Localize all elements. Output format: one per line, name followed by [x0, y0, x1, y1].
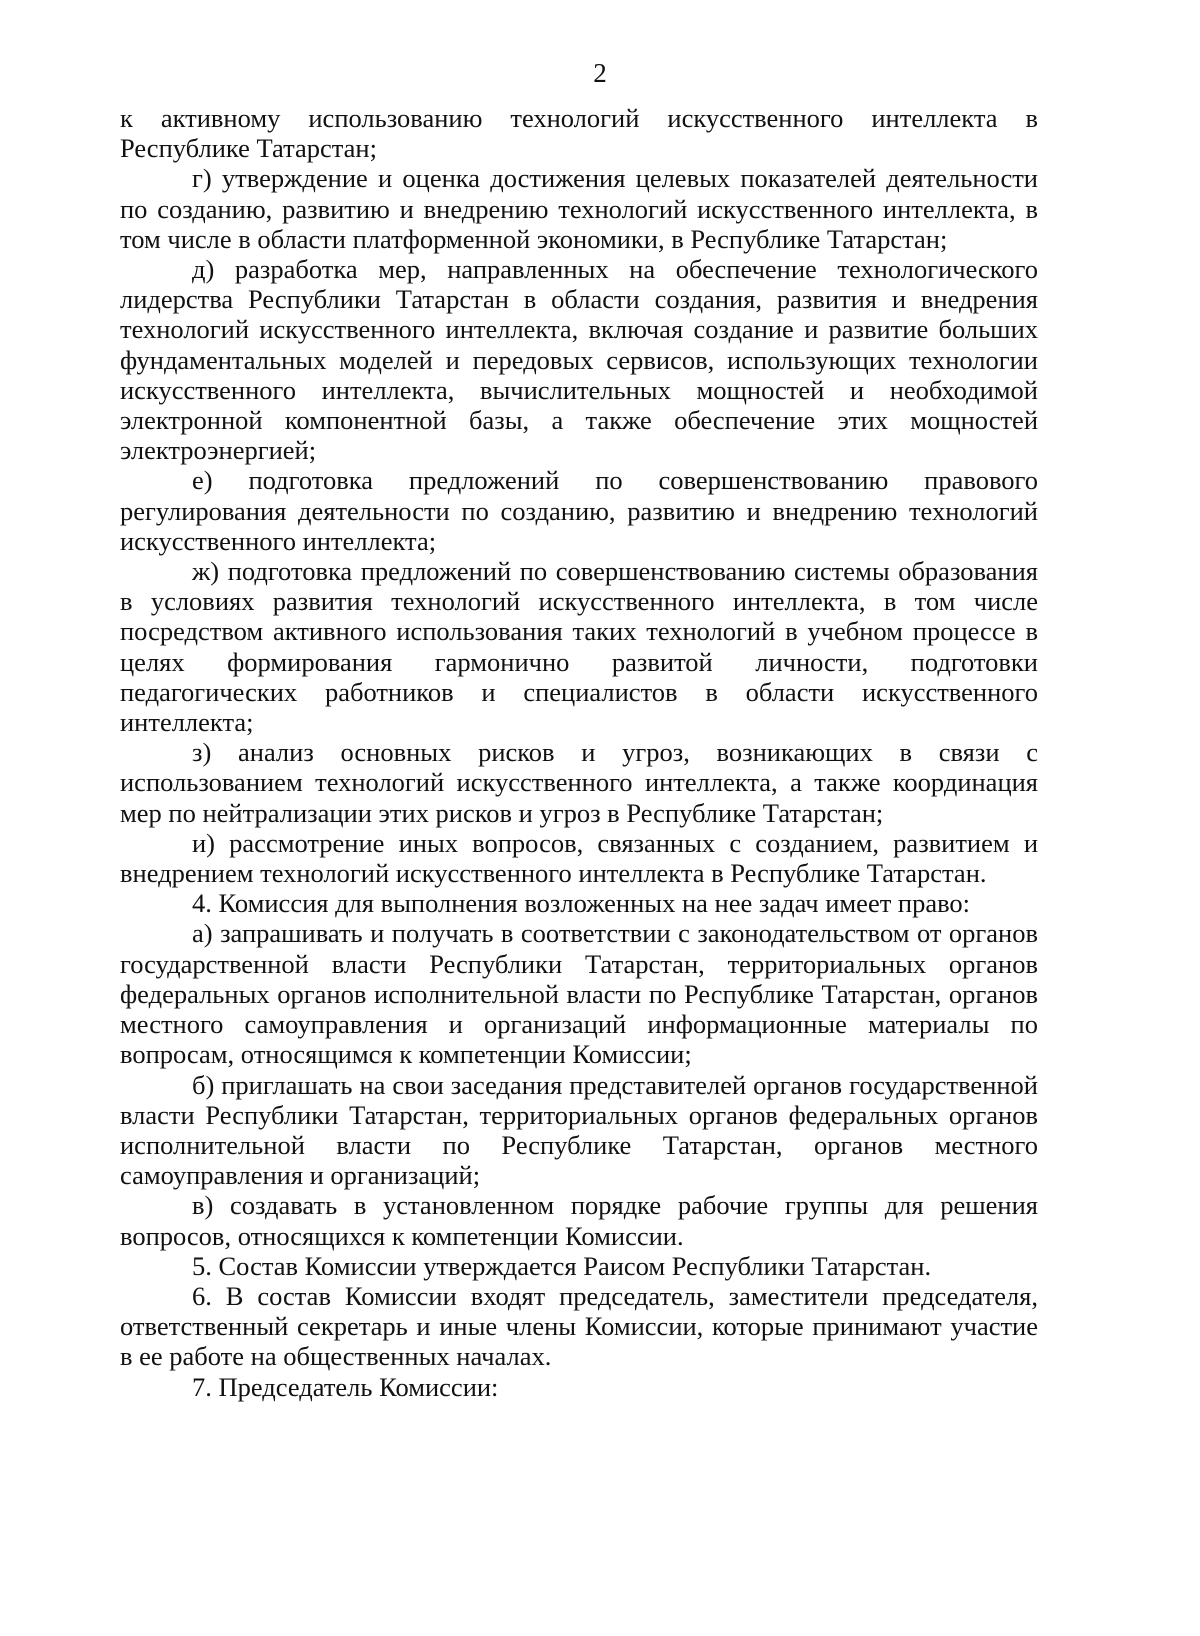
paragraph-item-z: з) анализ основных рисков и угроз, возникающих в связи с использованием технологий искусственного интеллекта, а также координация мер по нейтрализации этих рисков и угроз в Республике Татарстан;: [120, 737, 1038, 828]
paragraph-continuation: к активному использованию технологий искусственного интеллекта в Республике Татарстан;: [120, 103, 1038, 164]
paragraph-section-6: 6. В состав Комиссии входят председатель, заместители председателя, ответственный секретарь и иные члены Комиссии, которые принимают участие в ее работе на общественных началах.: [120, 1280, 1038, 1372]
paragraph-item-g: г) утверждение и оценка достижения целевых показателей деятельности по созданию, развитию и внедрению технологий искусственного интеллекта, в том числе в области платформенной экономики, в Республике Татарстан;: [120, 163, 1038, 254]
paragraph-item-b: б) приглашать на свои заседания представителей органов государственной власти Республики Татарстан, территориальных органов федеральных органов исполнительной власти по Республике Татарстан, органов местного самоуправления и организаций;: [120, 1069, 1038, 1191]
paragraph-item-zh: ж) подготовка предложений по совершенствованию системы образования в условиях развития технологий искусственного интеллекта, в том числе посредством активного использования таких технологий в учебном процессе в целях формирования гармонично развитой личности, подготовки педагогических работников и специалистов в области искусственного интеллекта;: [120, 556, 1038, 738]
paragraph-section-5: 5. Состав Комиссии утверждается Раисом Республики Татарстан.: [192, 1250, 932, 1281]
paragraph-item-e: е) подготовка предложений по совершенствованию правового регулирования деятельности по созданию, развитию и внедрению технологий искусственного интеллекта;: [120, 465, 1038, 556]
paragraph-item-d: д) разработка мер, направленных на обеспечение технологического лидерства Республики Татарстан в области создания, развития и внедрения технологий искусственного интеллекта, включая создание и развитие больших фундаментальных моделей и передовых сервисов, использующих технологии искусственного интеллекта, вычислительных мощностей и необходимой электронной компонентной базы, а также обеспечение этих мощностей электроэнергией;: [120, 254, 1038, 466]
paragraph-section-4: 4. Комиссия для выполнения возложенных на нее задач имеет право:: [192, 888, 971, 919]
page-number: 2: [593, 58, 607, 88]
paragraph-item-i: и) рассмотрение иных вопросов, связанных с созданием, развитием и внедрением технологий искусственного интеллекта в Республике Татарстан.: [120, 827, 1038, 889]
paragraph-item-v: в) создавать в установленном порядке рабочие группы для решения вопросов, относящихся к компетенции Комиссии.: [120, 1190, 1038, 1251]
document-body: [120, 103, 1038, 1402]
paragraph-item-a: а) запрашивать и получать в соответствии с законодательством от органов государственной власти Республики Татарстан, территориальных органов федеральных органов исполнительной власти по Республике Татарстан, органов местного самоуправления и организаций информационные материалы по вопросам, относящимся к компетенции Комиссии;: [120, 918, 1038, 1070]
paragraph-section-7: 7. Председатель Комиссии:: [192, 1371, 499, 1402]
